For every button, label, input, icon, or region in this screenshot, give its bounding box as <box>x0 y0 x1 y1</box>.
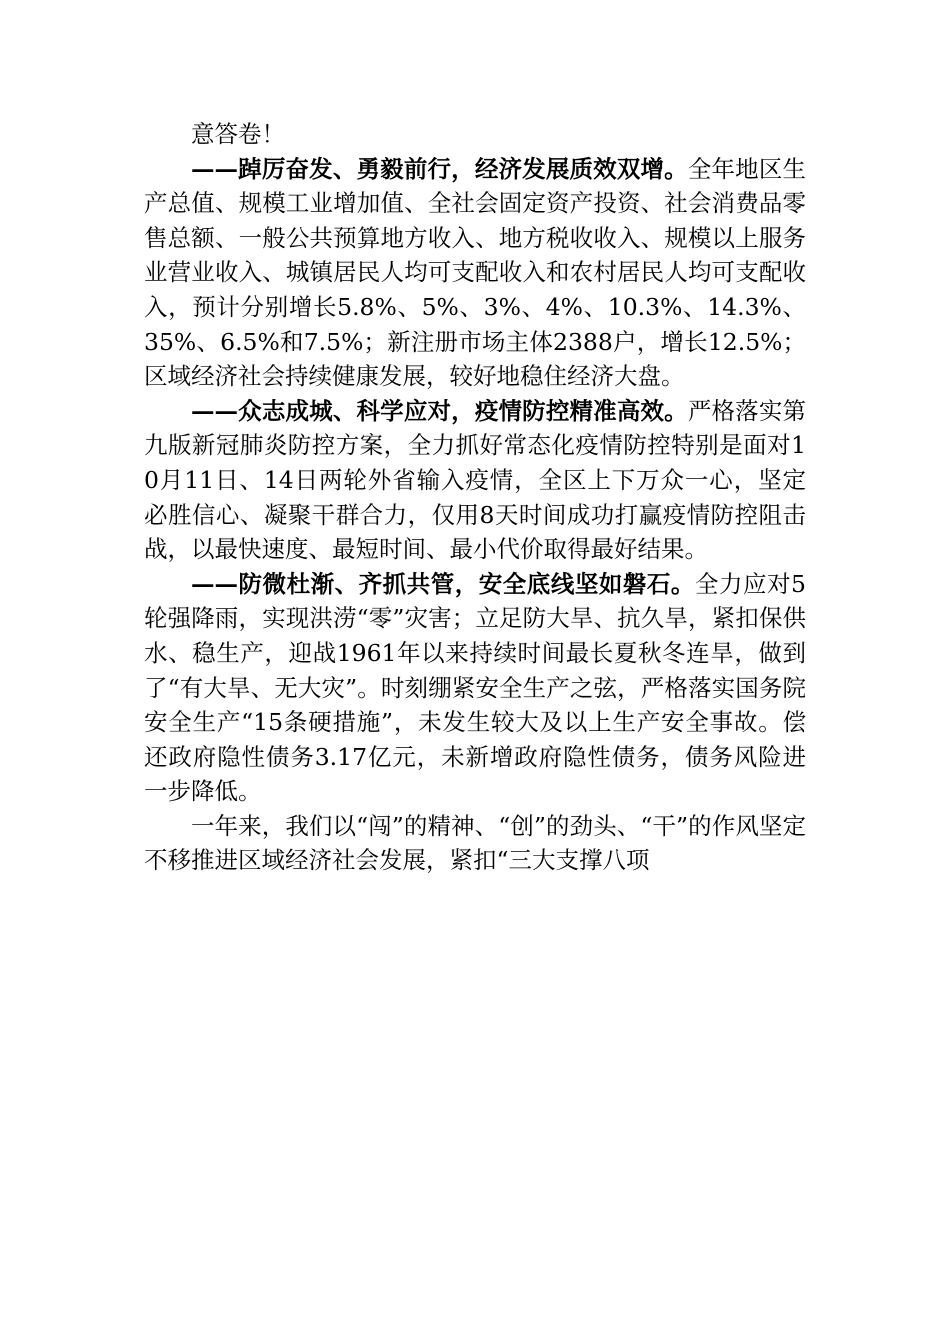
document-body <box>144 117 806 878</box>
paragraph-text: 全年地区生产总值、规模工业增加值、全社会固定资产投资、社会消费品零售总额、一般公共预算地方收入、地方税收收入、规模以上服务业营业收入、城镇居民人均可支配收入和农村居民人均可支配收入，预计分别增长5.8%、5%、3%、4%、10.3%、14.3%、35%、6.5%和7.5%；新注册市场主体2388户，增长12.5%；区域经济社会持续健康发展，较好地稳住经济大盘。 <box>144 154 807 391</box>
paragraph-heading-safety: ——防微杜渐、齐抓共管，安全底线坚如磐石。 <box>191 569 695 598</box>
paragraph-text: 严格落实第九版新冠肺炎防控方案，全力抓好常态化疫情防控特别是面对10月11日、14日两轮外省输入疫情，全区上下万众一心，坚定必胜信心、凝聚干群合力，仅用8天时间成功打赢疫情防控阻击战，以最快速度、最短时间、最小代价取得最好结果。 <box>144 396 807 564</box>
paragraph-heading-epidemic: ——众志成城、科学应对，疫情防控精准高效。 <box>191 396 688 425</box>
paragraph-safety <box>144 567 806 809</box>
paragraph-text: 全力应对5轮强降雨，实现洪涝“零”灾害；立足防大旱、抗久旱，紧扣保供水、稳生产，迎战1961年以来持续时间最长夏秋冬连旱，做到了“有大旱、无大灾”。时刻绷紧安全生产之弦，严格落实国务院安全生产“15条硬措施”，未发生较大及以上生产安全事故。偿还政府隐性债务3.17亿元，未新增政府隐性债务，债务风险进一步降低。 <box>144 569 807 806</box>
paragraph-economy <box>144 152 806 394</box>
paragraph-text: 意答卷！ <box>191 120 285 148</box>
paragraph-summary <box>144 809 806 878</box>
paragraph-closing-fragment <box>144 117 806 152</box>
paragraph-epidemic <box>144 394 806 567</box>
paragraph-heading-economy: ——踔厉奋发、勇毅前行，经济发展质效双增。 <box>191 154 688 183</box>
paragraph-text: 一年来，我们以“闯”的精神、“创”的劲头、“干”的作风坚定不移推进区域经济社会发展，紧扣“三大支撑八项 <box>144 811 806 875</box>
